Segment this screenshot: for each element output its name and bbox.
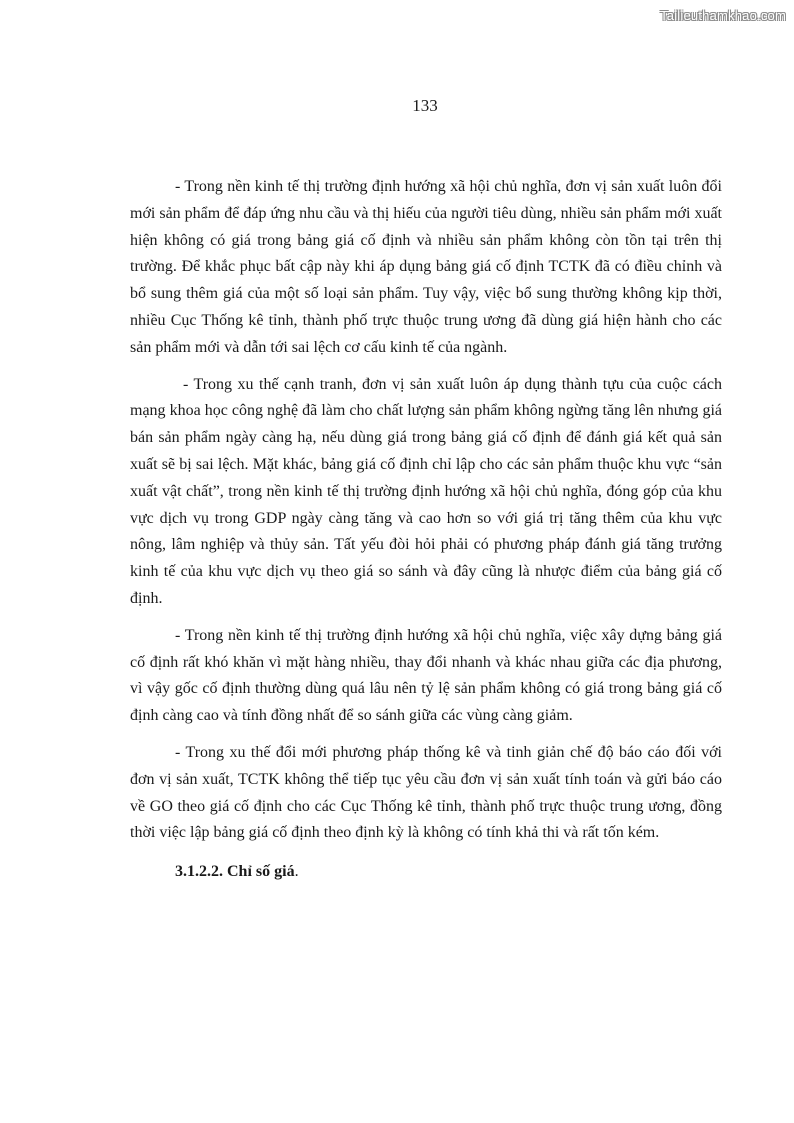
section-heading-suffix: . bbox=[294, 863, 299, 881]
watermark: Tailieuthamkhao.com bbox=[660, 8, 786, 23]
paragraph-4: - Trong xu thế đổi mới phương pháp thống kê và tinh giản chế độ báo cáo đối với đơn vị sản xuất, TCTK không thể tiếp tục yêu cầu đơn vị sản xuất tính toán và gửi báo cáo về GO theo giá cố định cho các Cục Thống kê tỉnh, thành phố trực thuộc trung ương, đồng thời việc lập bảng giá cố định theo định kỳ là không có tính khả thi và rất tốn kém. bbox=[130, 743, 722, 842]
document-body bbox=[130, 174, 722, 886]
page-number: 133 bbox=[412, 96, 438, 115]
section-heading bbox=[130, 859, 722, 886]
paragraph-2: - Trong xu thế cạnh tranh, đơn vị sản xuất luôn áp dụng thành tựu của cuộc cách mạng khoa học công nghệ đã làm cho chất lượng sản phẩm không ngừng tăng lên nhưng giá bán sản phẩm ngày càng hạ, nếu dùng giá trong bảng giá cố định để đánh giá kết quả sản xuất sẽ bị sai lệch. Mặt khác, bảng giá cố định chỉ lập cho các sản phẩm thuộc khu vực “sản xuất vật chất”, trong nền kinh tế thị trường định hướng xã hội chủ nghĩa, đóng góp của khu vực dịch vụ trong GDP ngày càng tăng và cao hơn so với giá trị tăng thêm của khu vực nông, lâm nghiệp và thủy sản. Tất yếu đòi hỏi phải có phương pháp đánh giá tăng trưởng kinh tế của khu vực dịch vụ theo giá so sánh và đây cũng là nhược điểm của bảng giá cố định. bbox=[130, 375, 722, 607]
paragraph-1: - Trong nền kinh tế thị trường định hướng xã hội chủ nghĩa, đơn vị sản xuất luôn đổi mới sản phẩm để đáp ứng nhu cầu và thị hiếu của người tiêu dùng, nhiều sản phẩm mới xuất hiện không có giá trong bảng giá cố định và nhiều sản phẩm không còn tồn tại trên thị trường. Để khắc phục bất cập này khi áp dụng bảng giá cố định TCTK đã có điều chỉnh và bổ sung thêm giá của một số loại sản phẩm. Tuy vậy, việc bổ sung thường không kịp thời, nhiều Cục Thống kê tỉnh, thành phố trực thuộc trung ương đã dùng giá hiện hành cho các sản phẩm mới và dẫn tới sai lệch cơ cấu kinh tế của ngành. bbox=[130, 178, 722, 356]
paragraph-3: - Trong nền kinh tế thị trường định hướng xã hội chủ nghĩa, việc xây dựng bảng giá cố định rất khó khăn vì mặt hàng nhiều, thay đổi nhanh và khác nhau giữa các địa phương, vì vậy gốc cố định thường dùng quá lâu nên tỷ lệ sản phẩm không có giá trong bảng giá cố định càng cao và tính đồng nhất để so sánh giữa các vùng càng giảm. bbox=[130, 626, 722, 725]
section-heading-title: 3.1.2.2. Chỉ số giá bbox=[175, 863, 295, 881]
